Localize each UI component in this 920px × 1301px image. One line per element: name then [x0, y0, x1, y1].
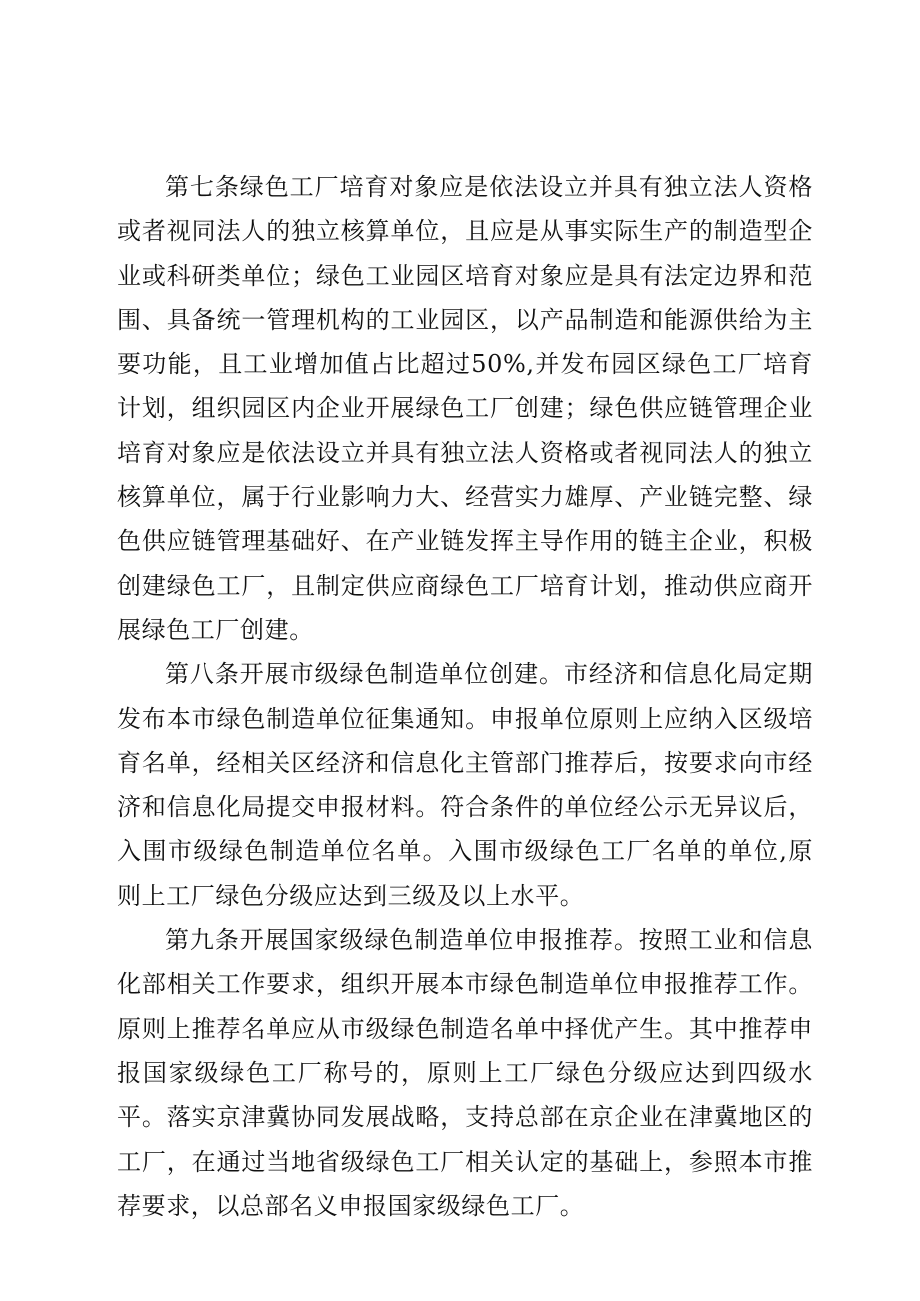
- article-7-paragraph: 第七条绿色工厂培育对象应是依法设立并具有独立法人资格或者视同法人的独立核算单位，且应是从事实际生产的制造型企业或科研类单位；绿色工业园区培育对象应是具有法定边界和范围、具备统一管理机构的工业园区，以产品制造和能源供给为主要功能，且工业增加值占比超过50%,并发布园区绿色工厂培育计划，组织园区内企业开展绿色工厂创建；绿色供应链管理企业培育对象应是依法设立并具有独立法人资格或者视同法人的独立核算单位，属于行业影响力大、经营实力雄厚、产业链完整、绿色供应链管理基础好、在产业链发挥主导作用的链主企业，积极创建绿色工厂，且制定供应商绿色工厂培育计划，推动供应商开展绿色工厂创建。: [117, 173, 813, 644]
- article-8-paragraph: 第八条开展市级绿色制造单位创建。市经济和信息化局定期发布本市绿色制造单位征集通知。申报单位原则上应纳入区级培育名单，经相关区经济和信息化主管部门推荐后，按要求向市经济和信息化局提交申报材料。符合条件的单位经公示无异议后，入围市级绿色制造单位名单。入围市级绿色工厂名单的单位,原则上工厂绿色分级应达到三级及以上水平。: [117, 660, 813, 910]
- article-9-paragraph: 第九条开展国家级绿色制造单位申报推荐。按照工业和信息化部相关工作要求，组织开展本市绿色制造单位申报推荐工作。原则上推荐名单应从市级绿色制造名单中择优产生。其中推荐申报国家级绿色工厂称号的，原则上工厂绿色分级应达到四级水平。落实京津冀协同发展战略，支持总部在京企业在津冀地区的工厂，在通过当地省级绿色工厂相关认定的基础上，参照本市推荐要求，以总部名义申报国家级绿色工厂。: [117, 926, 813, 1220]
- document-body: [117, 165, 813, 1228]
